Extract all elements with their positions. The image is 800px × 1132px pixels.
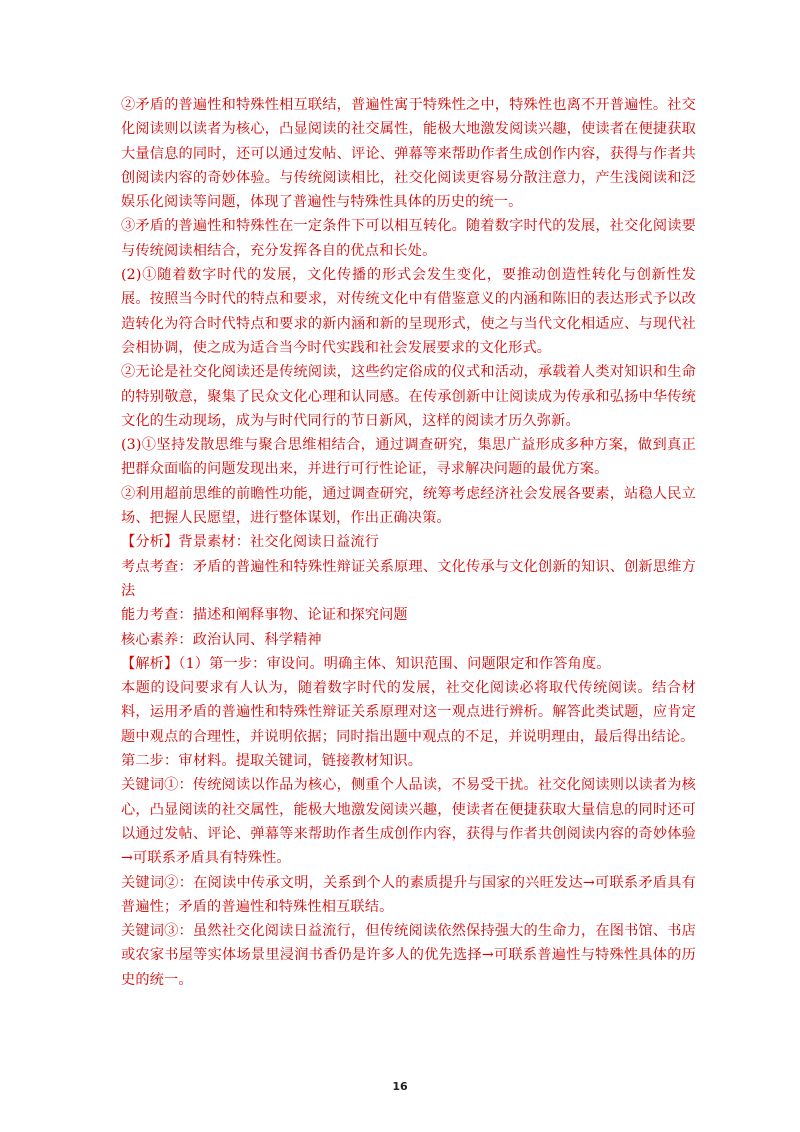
paragraph-question-requirement: 本题的设问要求有人认为，随着数字时代的发展，社交化阅读必将取代传统阅读。结合材料，运用矛盾的普遍性和特殊性辩证关系原理对这一观点进行辨析。解答此类试题，应肯定题中观点的合理性，并说明依据；同时指出题中观点的不足，并说明理由，最后得出结论。 <box>121 680 696 745</box>
paragraph-keyword-1: 关键词①：传统阅读以作品为核心，侧重个人品读，不易受干扰。社交化阅读则以读者为核心，凸显阅读的社交属性，能极大地激发阅读兴趣，使读者在便捷获取大量信息的同时还可以通过发帖、评论、弹幕等来帮助作者生成创作内容，获得与作者共创阅读内容的奇妙体验→可联系矛盾具有特殊性。 <box>121 777 696 867</box>
paragraph-step-two: 第二步：审材料。提取关键词，链接教材知识。 <box>121 753 423 770</box>
answer-content <box>121 93 696 992</box>
paragraph-ability: 能力考查：描述和阐释事物、论证和探究问题 <box>121 607 408 624</box>
paragraph-q2-2: ②无论是社交化阅读还是传统阅读，这些约定俗成的仪式和活动，承载着人类对知识和生命的特别敬意，聚集了民众文化心理和认同感。在传承创新中让阅读成为传承和弘扬中华传统文化的生动现场，成为与时代同行的节日新风，这样的阅读才历久弥新。 <box>121 364 696 429</box>
paragraph-q3-2: ②利用超前思维的前瞻性功能，通过调查研究，统筹考虑经济社会发展各要素，站稳人民立场、把握人民愿望，进行整体谋划，作出正确决策。 <box>121 485 696 527</box>
paragraph-q3-1: (3)①坚持发散思维与聚合思维相结合，通过调查研究，集思广益形成多种方案，做到真正把群众面临的问题发现出来，并进行可行性论证，寻求解决问题的最优方案。 <box>121 437 696 478</box>
paragraph-keyword-3: 关键词③：虽然社交化阅读日益流行，但传统阅读依然保持强大的生命力，在图书馆、书店或农家书屋等实体场景里浸润书香仍是许多人的优先选择→可联系普遍性与特殊性具体的历史的统一。 <box>121 923 696 988</box>
paragraph-explanation-heading: 【解析】（1）第一步：审设问。明确主体、知识范围、问题限定和作答角度。 <box>121 655 611 672</box>
page-number: 16 <box>392 1080 408 1093</box>
paragraph-keyword-2: 关键词②：在阅读中传承文明，关系到个人的素质提升与国家的兴旺发达→可联系矛盾具有普遍性；矛盾的普遍性和特殊性相互联结。 <box>121 874 696 915</box>
paragraph-q2-1: (2)①随着数字时代的发展，文化传播的形式会发生变化，要推动创造性转化与创新性发展。按照当今时代的特点和要求，对传统文化中有借鉴意义的内涵和陈旧的表达形式予以改造转化为符合时代特点和要求的新内涵和新的呈现形式，使之与当代文化相适应、与现代社会相协调，使之成为适合当今时代实践和社会发展要求的文化形式。 <box>121 267 696 356</box>
paragraph-exam-points: 考点考查：矛盾的普遍性和特殊性辩证关系原理、文化传承与文化创新的知识、创新思维方法 <box>121 558 696 599</box>
paragraph-contradiction-3: ③矛盾的普遍性和特殊性在一定条件下可以相互转化。随着数字时代的发展，社交化阅读要与传统阅读相结合，充分发挥各自的优点和长处。 <box>121 218 696 259</box>
paragraph-core-literacy: 核心素养：政治认同、科学精神 <box>121 631 322 648</box>
paragraph-analysis-heading: 【分析】背景素材：社交化阅读日益流行 <box>121 534 380 551</box>
paragraph-contradiction-2: ②矛盾的普遍性和特殊性相互联结，普遍性寓于特殊性之中，特殊性也离不开普遍性。社交化阅读则以读者为核心，凸显阅读的社交属性，能极大地激发阅读兴趣，使读者在便捷获取大量信息的同时，还可以通过发帖、评论、弹幕等来帮助作者生成创作内容，获得与作者共创阅读内容的奇妙体验。与传统阅读相比，社交化阅读更容易分散注意力，产生浅阅读和泛娱乐化阅读等问题，体现了普遍性与特殊性具体的历史的统一。 <box>121 97 696 211</box>
